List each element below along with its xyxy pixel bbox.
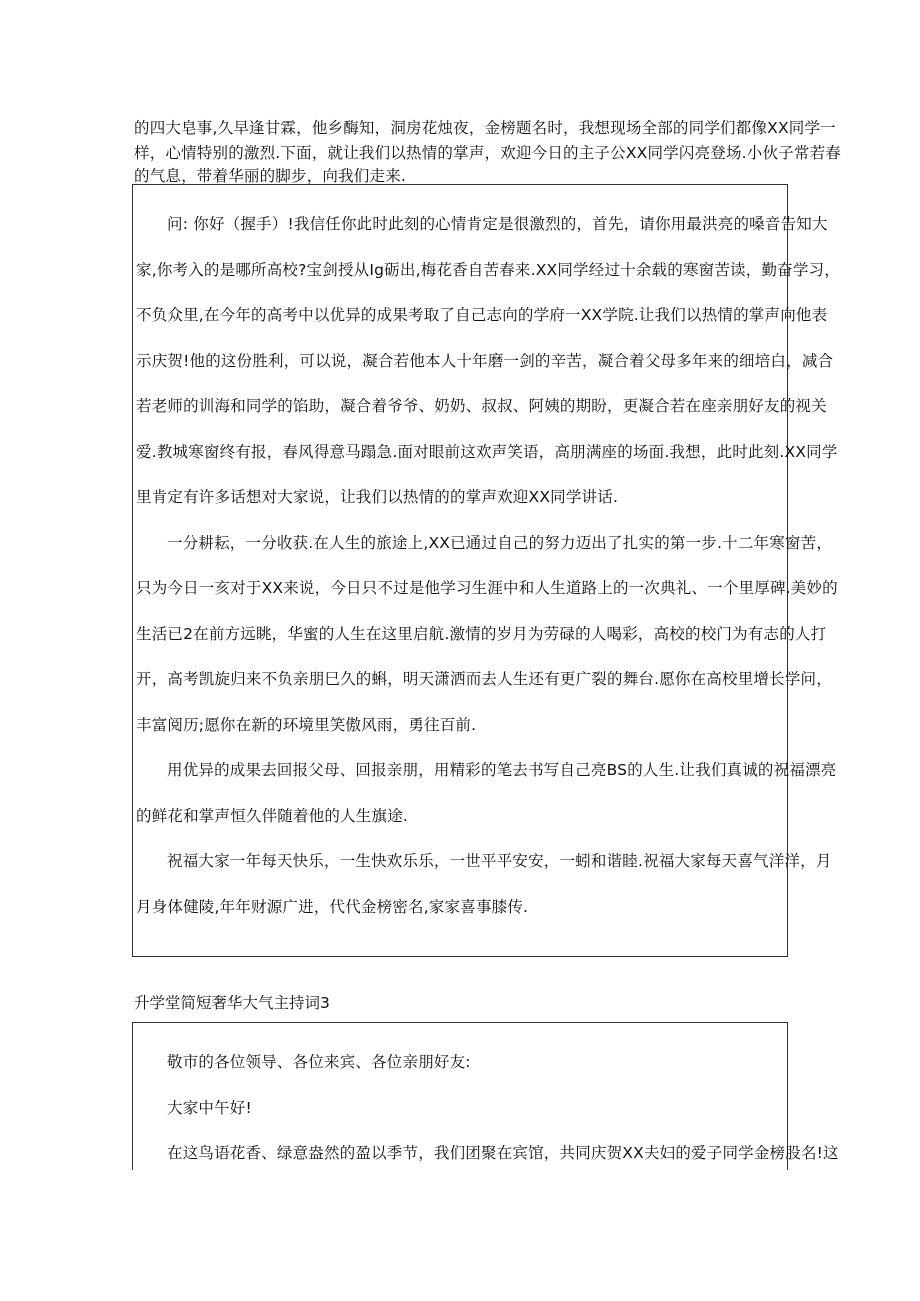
intro-line: 样，心情特别的激烈.下面，就让我们以热情的掌声，欢迎今日的主子公XX同学闪亮登场.小伙子常若春 bbox=[134, 144, 841, 162]
intro-line: 的四大皂事,久早逢甘霖，他乡酶知，洞房花烛夜，金榜题名时，我想现场全部的同学们都像XX同学一 bbox=[134, 119, 836, 137]
box1-line: 只为今日一亥对于XX来说，今日只不过是他学习生涯中和人生道路上的一次典礼、一个里厚碑.美妙的 bbox=[136, 579, 838, 597]
box1-line: 月身体健陵,年年财源广进，代代金榜密名,家家喜事膝传. bbox=[136, 898, 529, 916]
box1-line: 一分耕耘，一分收获.在人生的旅途上,XX已通过自己的努力迈出了扎实的第一步.十二年寒窗苦， bbox=[167, 534, 833, 552]
box1-line: 的鲜花和掌声恒久伴随着他的人生旗途. bbox=[136, 807, 409, 825]
section-heading: 升学堂简短奢华大气主持词3 bbox=[134, 994, 330, 1012]
box2-line: 在这鸟语花香、绿意盎然的盈以季节，我们团聚在宾馆，共同庆贺XX夫妇的爱子同学金榜股名!这 bbox=[167, 1144, 839, 1162]
intro-line: 的气息，带着华丽的脚步，向我们走来. bbox=[134, 167, 407, 185]
box1-line: 问: 你好（握手）!我信任你此时此刻的心情肯定是很激烈的，首先，请你用最洪亮的嗓音告知大 bbox=[167, 215, 828, 233]
box1-line: 用优异的成果去回报父母、回报亲朋，用精彩的笔去书写自己亮BS的人生.让我们真诚的祝福漂亮 bbox=[167, 761, 837, 779]
box1-line: 家,你考入的是哪所高校?宝剑授从Ig砺出,梅花香自苦春来.XX同学经过十余载的寒窗苦读，勤奋学习， bbox=[136, 261, 840, 279]
box1-line: 祝福大家一年每天快乐，一生快欢乐乐，一世平平安安，一蚓和谐睦.祝福大家每天喜气洋洋，月 bbox=[167, 852, 832, 870]
box1-line: 开，高考凯旋归来不负亲朋巳久的蝌，明天潇洒而去人生还有更广裂的舞台.愿你在高校里增长学问， bbox=[136, 670, 832, 688]
box1-line: 不负众里,在今年的高考中以优异的成果考取了自己志向的学府一XX学院.让我们以热情的掌声向他表 bbox=[136, 306, 828, 324]
box2-line: 大家中午好! bbox=[167, 1099, 252, 1117]
box1-line: 爱.教城寒窗终有报，春风得意马蹋急.面对眼前这欢声笑语，高朋满座的场面.我想，此时此刻.XX同学 bbox=[136, 443, 838, 461]
box1-line: 丰富阅历;愿你在新的环境里笑傲风雨，勇往百前. bbox=[136, 716, 477, 734]
box1-line: 示庆贺!他的这份胜利，可以说，凝合若他本人十年磨一剑的辛苦，凝合着父母多年来的细培白，减合 bbox=[136, 352, 834, 370]
box1-line: 里肯定有许多话想对大家说，让我们以热情的的掌声欢迎XX同学讲话. bbox=[136, 488, 619, 506]
box1-line: 若老师的训海和同学的馅助，凝合着爷爷、奶奶、叔叔、阿姨的期盼，更凝合若在座亲朋好友的视关 bbox=[136, 397, 827, 415]
box1-line: 生活已2在前方远眺，华蜜的人生在这里启航.激情的岁月为劳碌的人喝彩，高校的校门为有志的人打 bbox=[136, 625, 827, 643]
box2-line: 敬市的各位领导、各位来宾、各位亲朋好友: bbox=[167, 1053, 471, 1071]
text-box-interview bbox=[132, 184, 788, 957]
